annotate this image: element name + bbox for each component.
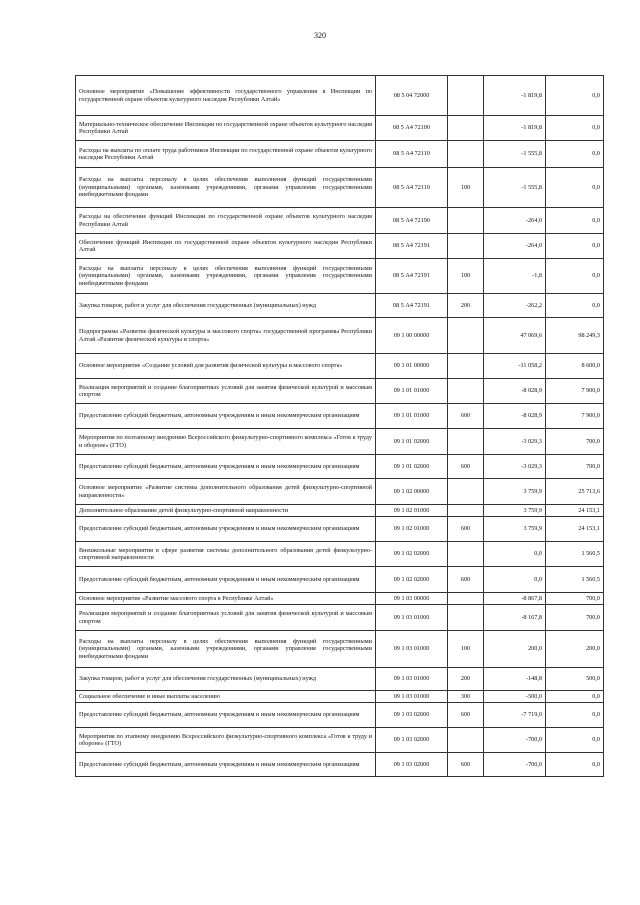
row-amount-year-1: -3 029,3 <box>484 429 546 455</box>
row-target-code: 08 5 А4 72110 <box>376 168 448 208</box>
row-expense-type: 600 <box>448 753 484 777</box>
table-row <box>76 691 604 703</box>
row-amount-year-1: 3 759,9 <box>484 479 546 505</box>
table-row <box>76 379 604 404</box>
row-description: Мероприятия по этапному внедрению Всероссийского физкультурно-спортивного комплекса «Готов к труду и обороне» (ГТО) <box>76 728 376 753</box>
row-amount-year-2: 1 560,5 <box>546 567 604 593</box>
row-expense-type: 300 <box>448 691 484 703</box>
row-expense-type <box>448 208 484 234</box>
table-row <box>76 567 604 593</box>
row-expense-type: 100 <box>448 168 484 208</box>
row-target-code: 08 5 А4 72190 <box>376 208 448 234</box>
row-amount-year-2: 0,0 <box>546 141 604 168</box>
row-expense-type <box>448 505 484 517</box>
table-row <box>76 542 604 567</box>
row-expense-type: 600 <box>448 404 484 429</box>
row-expense-type: 200 <box>448 294 484 318</box>
row-amount-year-1: -3 029,3 <box>484 455 546 479</box>
row-target-code: 08 5 А4 72191 <box>376 259 448 294</box>
row-amount-year-2: 0,0 <box>546 691 604 703</box>
table-row <box>76 753 604 777</box>
row-expense-type <box>448 234 484 259</box>
row-amount-year-1: -1 819,8 <box>484 116 546 141</box>
row-amount-year-2: 0,0 <box>546 703 604 728</box>
row-description: Расходы на выплаты персоналу в целях обеспечения выполнения функций государственными (муниципальными) органами, казенными учреждениями, органами управления государственными внебюджетными фондами <box>76 631 376 668</box>
row-amount-year-2: 500,0 <box>546 668 604 691</box>
table-row <box>76 318 604 354</box>
row-amount-year-1: -11 058,2 <box>484 354 546 379</box>
row-amount-year-2: 700,0 <box>546 455 604 479</box>
row-expense-type: 600 <box>448 455 484 479</box>
row-target-code: 09 1 01 02000 <box>376 455 448 479</box>
row-expense-type <box>448 379 484 404</box>
row-target-code: 09 1 01 02000 <box>376 429 448 455</box>
row-amount-year-1: 3 759,9 <box>484 517 546 542</box>
row-target-code: 08 5 А4 72191 <box>376 294 448 318</box>
row-description: Социальное обеспечение и иные выплаты населению <box>76 691 376 703</box>
row-expense-type: 600 <box>448 517 484 542</box>
row-amount-year-2: 0,0 <box>546 294 604 318</box>
row-amount-year-2: 8 600,0 <box>546 354 604 379</box>
row-description: Предоставление субсидий бюджетным, автономным учреждениям и иным некоммерческим организациям <box>76 404 376 429</box>
table-row <box>76 168 604 208</box>
row-amount-year-2: 24 153,1 <box>546 517 604 542</box>
row-amount-year-2: 24 153,1 <box>546 505 604 517</box>
row-amount-year-1: 0,0 <box>484 567 546 593</box>
row-description: Внешкольные мероприятия в сфере развития системы дополнительного образования детей физкультурно-спортивной направленности <box>76 542 376 567</box>
table-row <box>76 294 604 318</box>
row-amount-year-1: 200,0 <box>484 631 546 668</box>
table-row <box>76 141 604 168</box>
row-amount-year-1: 0,0 <box>484 542 546 567</box>
row-expense-type <box>448 605 484 631</box>
row-description: Расходы на выплаты по оплате труда работников Инспекции по государственной охране объектов культурного наследия Республики Алтай <box>76 141 376 168</box>
row-target-code: 09 1 03 01000 <box>376 691 448 703</box>
row-amount-year-2: 1 560,5 <box>546 542 604 567</box>
row-description: Материально-техническое обеспечение Инспекции по государственной охране объектов культурного наследия Республики Алтай <box>76 116 376 141</box>
row-description: Дополнительное образование детей физкультурно-спортивной направленности <box>76 505 376 517</box>
row-description: Предоставление субсидий бюджетным, автономным учреждениям и иным некоммерческим организациям <box>76 567 376 593</box>
row-description: Основное мероприятие «Развитие массового спорта в Республике Алтай» <box>76 593 376 605</box>
row-target-code: 08 5 А4 72191 <box>376 234 448 259</box>
row-target-code: 09 1 01 01000 <box>376 404 448 429</box>
row-amount-year-2: 25 713,6 <box>546 479 604 505</box>
row-expense-type <box>448 354 484 379</box>
row-description: Расходы на выплаты персоналу в целях обеспечения выполнения функций государственными (муниципальными) органами, казенными учреждениями, органами управления государственными внебюджетными фондами <box>76 168 376 208</box>
row-amount-year-1: -264,0 <box>484 234 546 259</box>
row-amount-year-2: 7 900,0 <box>546 404 604 429</box>
row-target-code: 08 5 04 72000 <box>376 76 448 116</box>
row-amount-year-2: 0,0 <box>546 208 604 234</box>
row-target-code: 09 1 03 02000 <box>376 703 448 728</box>
row-amount-year-1: -264,0 <box>484 208 546 234</box>
table-row <box>76 631 604 668</box>
row-amount-year-2: 0,0 <box>546 168 604 208</box>
row-description: Основное мероприятие «Развитие системы дополнительного образования детей физкультурно-спортивной направленности» <box>76 479 376 505</box>
row-expense-type <box>448 116 484 141</box>
row-amount-year-1: -8 028,9 <box>484 379 546 404</box>
row-amount-year-1: -262,2 <box>484 294 546 318</box>
row-expense-type: 100 <box>448 259 484 294</box>
row-expense-type <box>448 542 484 567</box>
row-amount-year-2: 0,0 <box>546 259 604 294</box>
row-target-code: 09 1 01 01000 <box>376 379 448 404</box>
row-target-code: 09 1 03 01000 <box>376 631 448 668</box>
row-expense-type <box>448 76 484 116</box>
row-amount-year-1: -700,0 <box>484 753 546 777</box>
page-number: 320 <box>314 31 326 40</box>
row-amount-year-1: -1 819,8 <box>484 76 546 116</box>
table-row <box>76 593 604 605</box>
row-description: Расходы на выплаты персоналу в целях обеспечения выполнения функций государственными (муниципальными) органами, казенными учреждениями, органами управления государственными внебюджетными фондами <box>76 259 376 294</box>
row-amount-year-2: 700,0 <box>546 593 604 605</box>
table-row <box>76 76 604 116</box>
row-amount-year-1: -8 167,8 <box>484 605 546 631</box>
row-amount-year-1: -148,8 <box>484 668 546 691</box>
row-target-code: 09 1 02 01000 <box>376 505 448 517</box>
row-target-code: 09 1 01 00000 <box>376 354 448 379</box>
row-target-code: 09 1 03 02000 <box>376 753 448 777</box>
table-row <box>76 354 604 379</box>
row-amount-year-2: 700,0 <box>546 605 604 631</box>
row-amount-year-1: -1,8 <box>484 259 546 294</box>
row-description: Предоставление субсидий бюджетным, автономным учреждениям и иным некоммерческим организациям <box>76 455 376 479</box>
row-expense-type: 600 <box>448 703 484 728</box>
row-expense-type <box>448 141 484 168</box>
table-row <box>76 455 604 479</box>
row-amount-year-1: -1 555,8 <box>484 168 546 208</box>
row-target-code: 09 1 03 01000 <box>376 668 448 691</box>
row-description: Предоставление субсидий бюджетным, автономным учреждениям и иным некоммерческим организациям <box>76 753 376 777</box>
row-amount-year-1: 47 069,6 <box>484 318 546 354</box>
row-target-code: 09 1 03 02000 <box>376 728 448 753</box>
row-expense-type <box>448 593 484 605</box>
row-expense-type: 600 <box>448 567 484 593</box>
row-amount-year-2: 7 900,0 <box>546 379 604 404</box>
table-row <box>76 429 604 455</box>
row-amount-year-1: -700,0 <box>484 728 546 753</box>
row-target-code: 08 5 А4 72110 <box>376 141 448 168</box>
row-description: Реализация мероприятий и создание благоприятных условий для занятия физической культурой и массовым спортом <box>76 605 376 631</box>
row-target-code: 09 1 02 02000 <box>376 567 448 593</box>
row-description: Расходы на обеспечение функций Инспекции по государственной охране объектов культурного наследия Республики Алтай <box>76 208 376 234</box>
table-row <box>76 259 604 294</box>
row-amount-year-2: 700,0 <box>546 429 604 455</box>
row-amount-year-2: 0,0 <box>546 753 604 777</box>
table-row <box>76 234 604 259</box>
row-amount-year-2: 0,0 <box>546 76 604 116</box>
row-amount-year-2: 0,0 <box>546 116 604 141</box>
row-amount-year-2: 200,0 <box>546 631 604 668</box>
row-amount-year-1: -500,0 <box>484 691 546 703</box>
row-target-code: 09 1 00 00000 <box>376 318 448 354</box>
table-row <box>76 479 604 505</box>
row-description: Реализация мероприятий и создание благоприятных условий для занятия физической культурой и массовым спортом <box>76 379 376 404</box>
row-description: Основное мероприятие «Повышение эффективности государственного управления в Инспекции по государственной охране объектов культурного наследия Республики Алтай» <box>76 76 376 116</box>
table-row <box>76 505 604 517</box>
row-amount-year-1: -1 555,8 <box>484 141 546 168</box>
row-description: Обеспечение функций Инспекции по государственной охране объектов культурного наследия Республики Алтай <box>76 234 376 259</box>
row-amount-year-1: 3 759,9 <box>484 505 546 517</box>
row-amount-year-2: 0,0 <box>546 234 604 259</box>
table-row <box>76 703 604 728</box>
row-description: Закупка товаров, работ и услуг для обеспечения государственных (муниципальных) нужд <box>76 294 376 318</box>
row-target-code: 09 1 02 02000 <box>376 542 448 567</box>
row-expense-type <box>448 728 484 753</box>
table-row <box>76 404 604 429</box>
row-amount-year-1: -7 719,0 <box>484 703 546 728</box>
table-row <box>76 605 604 631</box>
budget-table <box>75 75 604 777</box>
row-description: Мероприятия по поэтапному внедрению Всероссийского физкультурно-спортивного комплекса «Готов к труду и обороне» (ГТО) <box>76 429 376 455</box>
table-row <box>76 116 604 141</box>
table-row <box>76 208 604 234</box>
row-target-code: 09 1 02 00000 <box>376 479 448 505</box>
row-amount-year-1: -8 028,9 <box>484 404 546 429</box>
row-expense-type: 200 <box>448 668 484 691</box>
row-expense-type <box>448 479 484 505</box>
row-expense-type <box>448 429 484 455</box>
row-target-code: 08 5 А4 72100 <box>376 116 448 141</box>
row-description: Предоставление субсидий бюджетным, автономным учреждениям и иным некоммерческим организациям <box>76 703 376 728</box>
row-target-code: 09 1 02 01000 <box>376 517 448 542</box>
row-expense-type <box>448 318 484 354</box>
row-target-code: 09 1 03 00000 <box>376 593 448 605</box>
row-description: Предоставление субсидий бюджетным, автономным учреждениям и иным некоммерческим организациям <box>76 517 376 542</box>
row-target-code: 09 1 03 01000 <box>376 605 448 631</box>
row-description: Основное мероприятие «Создание условий для развития физической культуры и массового спорта» <box>76 354 376 379</box>
table-row <box>76 517 604 542</box>
row-description: Закупка товаров, работ и услуг для обеспечения государственных (муниципальных) нужд <box>76 668 376 691</box>
table-row <box>76 728 604 753</box>
row-amount-year-2: 98 249,3 <box>546 318 604 354</box>
row-expense-type: 100 <box>448 631 484 668</box>
table-row <box>76 668 604 691</box>
row-amount-year-2: 0,0 <box>546 728 604 753</box>
row-amount-year-1: -8 867,8 <box>484 593 546 605</box>
row-description: Подпрограмма «Развитие физической культуры и массового спорта» государственной программы Республики Алтай «Развитие физической культуры и спорта» <box>76 318 376 354</box>
